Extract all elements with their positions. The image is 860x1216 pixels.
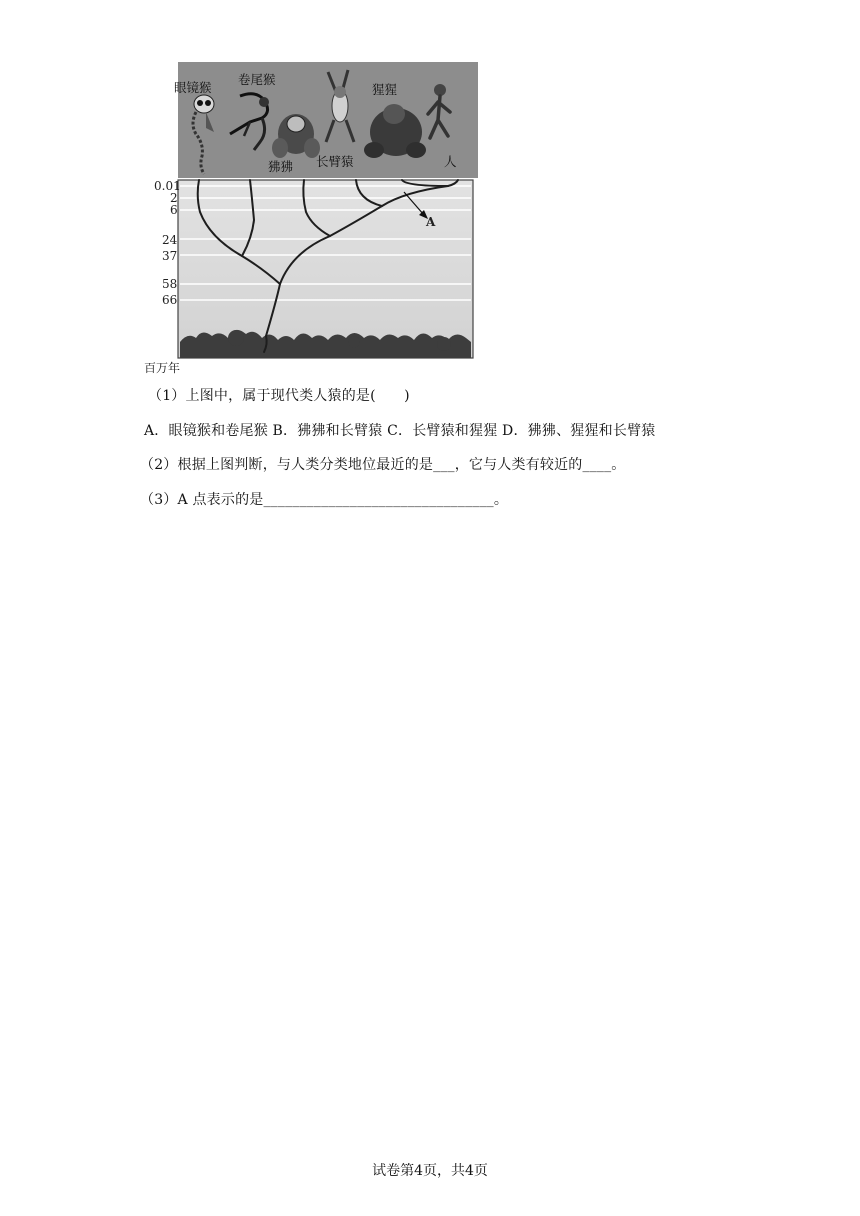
baboon-label: 狒狒 [268,159,294,174]
tree-panel [178,180,473,358]
evolution-tree-svg [144,62,478,380]
time-tick: 37 [162,249,178,263]
time-tick: 6 [170,203,178,217]
evolution-tree-figure [144,62,478,380]
question-1: （1）上图中，属于现代类人猿的是( ) [148,388,410,404]
gorilla-label: 猩猩 [372,82,398,97]
question-1-options: A．眼镜猴和卷尾猴 B．狒狒和长臂猿 C．长臂猿和猩猩 D．狒狒、猩猩和长臂猿 [144,423,656,439]
capuchin-label: 卷尾猴 [238,72,276,87]
gibbon-label: 长臂猿 [316,154,354,169]
time-tick: 2 [170,191,178,205]
time-tick: 58 [162,277,178,291]
point-a-label: A [426,215,436,229]
question-3: （3）A 点表示的是________________________________。 [140,492,509,508]
time-axis [144,179,181,375]
time-unit-label: 百万年 [144,361,181,375]
human-label: 人 [444,154,457,169]
time-tick: 66 [162,293,178,307]
time-tick: 24 [162,233,178,247]
time-tick: 0.01 [154,179,181,193]
question-2: （2）根据上图判断，与人类分类地位最近的是___，它与人类有较近的____。 [140,457,626,473]
page-footer: 试卷第4页，共4页 [372,1163,488,1179]
tarsier-label: 眼镜猴 [174,80,212,95]
